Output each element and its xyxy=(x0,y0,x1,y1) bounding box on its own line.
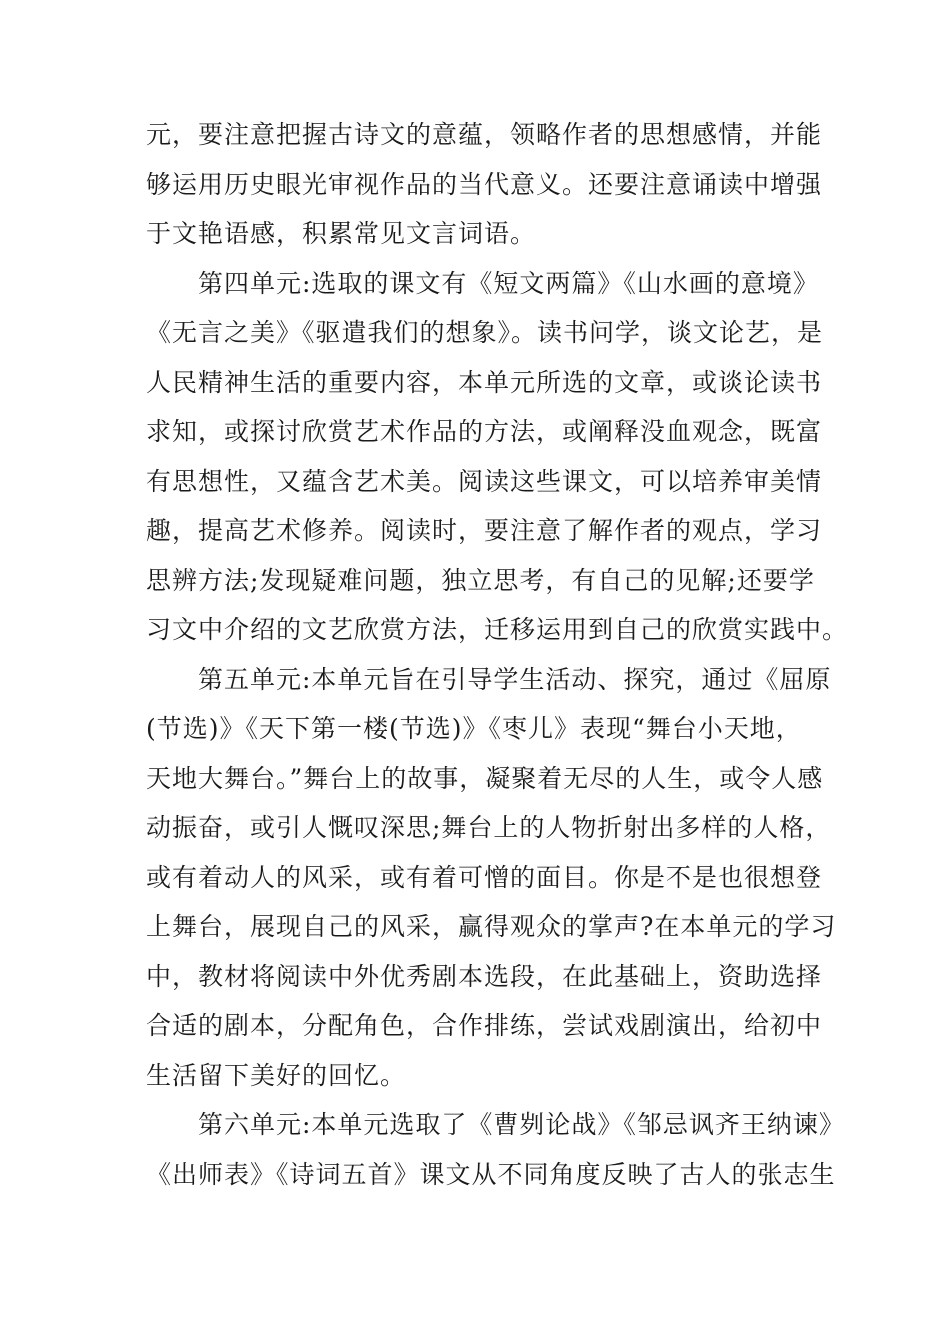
text-line: 或有着动人的风采，或有着可憎的面目。你是不是也很想登 xyxy=(146,862,823,892)
text-line: 第四单元:选取的课文有《短文两篇》《山水画的意境》 xyxy=(146,268,819,298)
text-line: 天地大舞台。”舞台上的故事，凝聚着无尽的人生，或令人感 xyxy=(146,763,824,793)
text-line: 《出师表》《诗词五首》课文从不同角度反映了古人的张志生 xyxy=(146,1159,836,1189)
text-line: 习文中介绍的文艺欣赏方法，迁移运用到自己的欣赏实践中。 xyxy=(146,615,849,644)
text-line: 有思想性，又蕴含艺术美。阅读这些课文，可以培养审美情 xyxy=(146,466,823,496)
text-line: 生活留下美好的回忆。 xyxy=(146,1060,407,1090)
text-line: 元，要注意把握古诗文的意蕴，领略作者的思想感情，并能 xyxy=(146,120,823,149)
text-line: 趣，提高艺术修养。阅读时，要注意了解作者的观点，学习 xyxy=(146,516,823,545)
text-line: (节选)》《天下第一楼(节选)》《枣儿》表现“舞台小天地， xyxy=(146,714,802,743)
text-line: 于文艳语感，积累常见文言词语。 xyxy=(146,219,537,248)
text-line: 中，教材将阅读中外优秀剧本选段，在此基础上，资助选择 xyxy=(146,961,823,991)
text-line: 《无言之美》《驱遣我们的想象》。读书问学，谈文论艺，是 xyxy=(146,318,824,347)
text-line: 人民精神生活的重要内容，本单元所选的文章，或谈论读书 xyxy=(146,367,823,397)
text-line: 动振奋，或引人慨叹深思;舞台上的人物折射出多样的人格， xyxy=(146,813,832,842)
text-line: 合适的剧本，分配角色，合作排练，尝试戏剧演出，给初中 xyxy=(146,1011,823,1040)
text-line: 上舞台，展现自己的风采，赢得观众的掌声?在本单元的学习 xyxy=(146,912,837,941)
text-line: 第五单元:本单元旨在引导学生活动、探究，通过《屈原 xyxy=(146,664,832,694)
body-text xyxy=(146,110,849,1199)
text-line: 思辨方法;发现疑难问题，独立思考，有自己的见解;还要学 xyxy=(146,565,815,595)
text-line: 够运用历史眼光审视作品的当代意义。还要注意诵读中增强 xyxy=(146,169,823,199)
text-line: 第六单元:本单元选取了《曹刿论战》《邹忌讽齐王纳谏》 xyxy=(146,1110,845,1139)
text-line: 求知，或探讨欣赏艺术作品的方法，或阐释没血观念，既富 xyxy=(146,417,823,446)
